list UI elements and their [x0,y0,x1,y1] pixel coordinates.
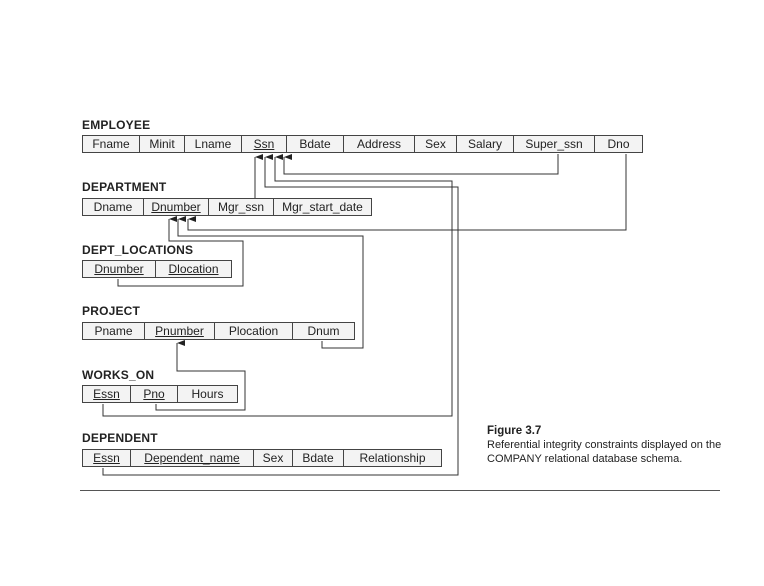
employee-col-salary: Salary [457,135,514,153]
dept-locations-table-name: DEPT_LOCATIONS [82,243,194,257]
dependent-col-bdate: Bdate [293,449,344,467]
works-on-col-hours: Hours [178,385,238,403]
project-col-pname: Pname [82,322,145,340]
works-on-col-pno: Pno [131,385,178,403]
dept-locations-col-dlocation: Dlocation [156,260,232,278]
project-col-dnum: Dnum [293,322,355,340]
employee-col-ssn: Ssn [242,135,287,153]
project-col-plocation: Plocation [215,322,293,340]
fk-pno-line [156,343,245,410]
dept-locations-col-dnumber: Dnumber [82,260,156,278]
figure-title: Figure 3.7 [487,425,542,437]
employee-col-fname: Fname [82,135,140,153]
project-col-pnumber: Pnumber [145,322,215,340]
fk-dept-locations-dnumber-line [118,219,243,286]
employee-table-name: EMPLOYEE [82,118,151,132]
dependent-table-name: DEPENDENT [82,431,158,445]
dependent-col-sex: Sex [254,449,293,467]
works-on-table-name: WORKS_ON [82,368,155,382]
fk-dno-line [188,154,626,230]
dependent-col-relationship: Relationship [344,449,442,467]
employee-col-bdate: Bdate [287,135,344,153]
employee-col-sex: Sex [415,135,457,153]
caption-divider [80,490,720,491]
figure-caption [487,424,737,466]
fk-dnum-line [178,219,363,348]
employee-col-lname: Lname [185,135,242,153]
employee-col-minit: Minit [140,135,185,153]
figure-description: Referential integrity constraints displayed on the COMPANY relational database schema. [487,439,722,465]
department-table-name: DEPARTMENT [82,180,167,194]
project-table-name: PROJECT [82,304,141,318]
dependent-col-essn: Essn [82,449,131,467]
dependent-col-dependent-name: Dependent_name [131,449,254,467]
department-col-dname: Dname [82,198,144,216]
works-on-col-essn: Essn [82,385,131,403]
department-col-mgr-start-date: Mgr_start_date [274,198,372,216]
department-col-mgr-ssn: Mgr_ssn [209,198,274,216]
fk-dependent-essn-line [103,157,458,475]
employee-col-dno: Dno [595,135,643,153]
department-col-dnumber: Dnumber [144,198,209,216]
employee-col-super-ssn: Super_ssn [514,135,595,153]
employee-col-address: Address [344,135,415,153]
fk-super-ssn-line [284,154,558,174]
